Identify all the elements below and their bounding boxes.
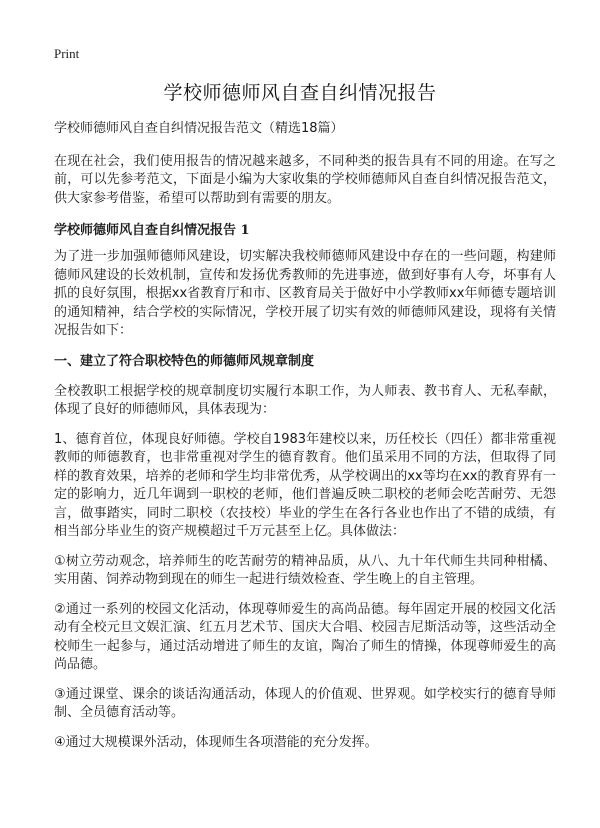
- document-body: [54, 120, 556, 763]
- point-paragraph-2: ②通过一系列的校园文化活动，体现尊师爱生的高尚品德。每年固定开展的校园文化活动有全校元旦文娱汇演、红五月艺术节、国庆大合唱、校园吉尼斯活动等，这些活动全校师生一起参与，通过活动增进了师生的友谊，陶冶了师生的情操，体现尊师爱生的高尚品德。: [54, 601, 556, 672]
- intro-paragraph: 在现在社会，我们使用报告的情况越来越多，不同种类的报告具有不同的用途。在写之前，可以先参考范文，下面是小编为大家收集的学校师德师风自查自纠情况报告范文，供大家参考借鉴，希望可以帮助到有需要的朋友。: [54, 153, 556, 206]
- document-subtitle: 学校师德师风自查自纠情况报告范文（精选18篇）: [54, 121, 344, 136]
- section-paragraph: 全校教职工根据学校的规章制度切实履行本职工作，为人师表、教书育人、无私奉献，体现了良好的师德师风，具体表现为：: [54, 383, 556, 417]
- page-title: 学校师德师风自查自纠情况报告: [163, 82, 437, 104]
- point-paragraph-4: ④通过大规模课外活动，体现师生各项潜能的充分发挥。: [54, 734, 378, 750]
- item-paragraph: 1、德育首位，体现良好师德。学校自1983年建校以来，历任校长（四任）都非常重视教师的师德教育，也非常重视对学生的德育教育。他们虽采用不同的方法，但取得了同样的教育效果，培养的老师和学生均非常优秀，从学校调出的xx等均在xx的教育界有一定的影响力，近几年调到一职校的老师，他们普遍反映二职校的老师会吃苦耐劳、无怨言，做事踏实，同时二职校（农技校）毕业的学生在各行各业也作出了不错的成绩，有相当部分毕业生的资产规模超过千万元甚至上亿。具体做法：: [54, 431, 556, 539]
- point-paragraph-1: ①树立劳动观念，培养师生的吃苦耐劳的精神品质，从八、九十年代师生共同种柑橘、实用菌、饲养动物到现在的师生一起进行绩效检查、学生晚上的自主管理。: [54, 553, 556, 587]
- point-paragraph-3: ③通过课堂、课余的谈话沟通活动，体现人的价值观、世界观。如学校实行的德育导师制、全员德育活动等。: [54, 686, 556, 720]
- report-paragraph: 为了进一步加强师德师风建设，切实解决我校师德师风建设中存在的一些问题，构建师德师风建设的长效机制，宣传和发扬优秀教师的先进事迹，做到好事有人夸，坏事有人抓的良好氛围，根据xx省教育厅和市、区教育局关于做好中小学教师xx年师德专题培训的通知精神，结合学校的实际情况，学校开展了切实有效的师德师风建设，现将有关情况报告如下：: [54, 249, 556, 338]
- section-heading: 一、建立了符合职校特色的师德师风规章制度: [54, 353, 315, 369]
- report-heading: 学校师德师风自查自纠情况报告 1: [54, 223, 250, 238]
- print-link[interactable]: Print: [54, 46, 80, 61]
